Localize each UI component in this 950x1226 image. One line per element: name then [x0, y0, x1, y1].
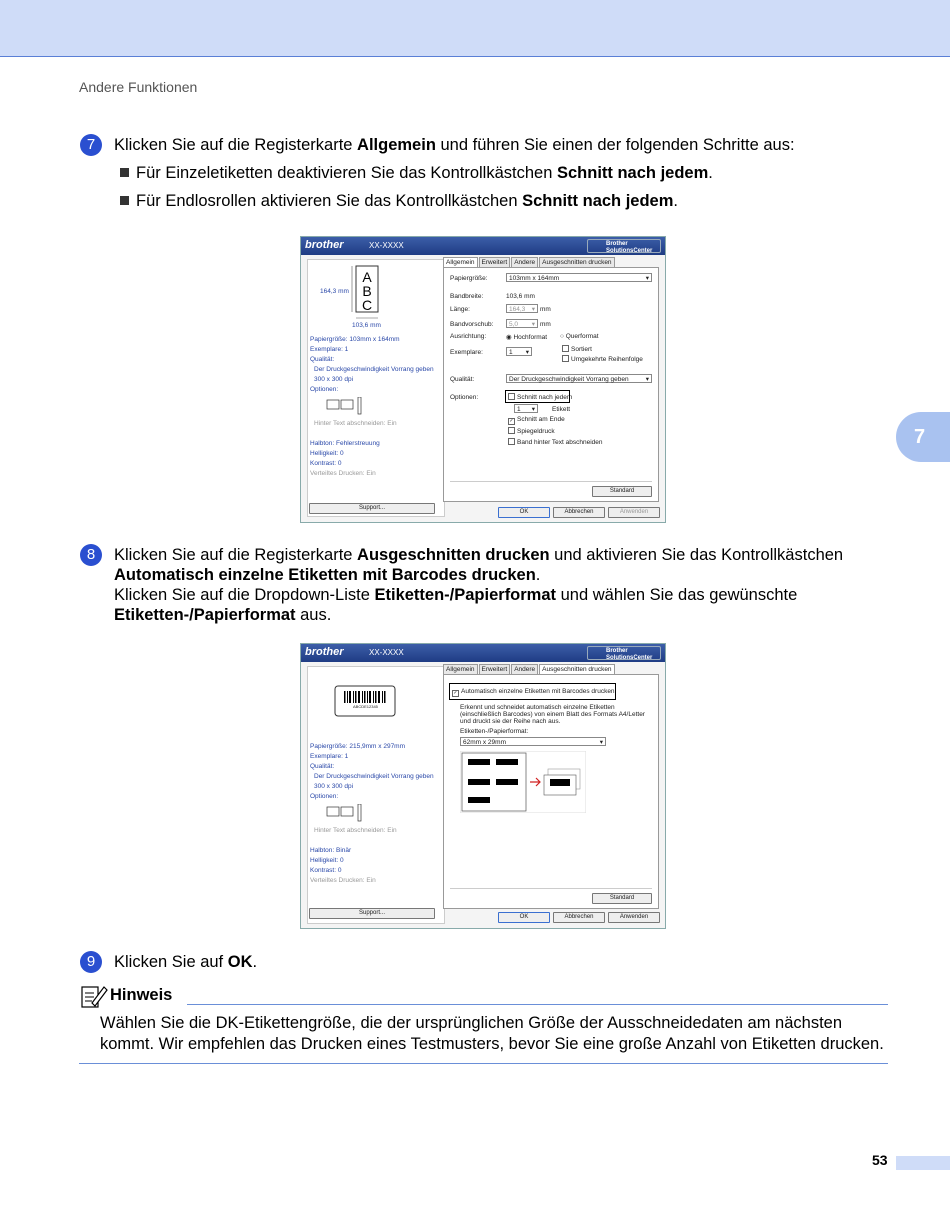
- tab-andere[interactable]: Andere: [511, 257, 538, 267]
- querformat-radio[interactable]: ○ Querformat: [560, 333, 599, 340]
- solutions-center-button[interactable]: Brother SolutionsCenter: [587, 239, 661, 253]
- exemplare-label: Exemplare:: [450, 349, 483, 356]
- ok-button[interactable]: OK: [498, 912, 550, 923]
- separator: [450, 481, 652, 482]
- preview-pane: [307, 259, 445, 517]
- tab-allgemein[interactable]: Allgemein: [443, 257, 478, 267]
- info-papiergroesse: Papiergröße: 215,9mm x 297mm: [310, 743, 406, 750]
- sortiert-checkbox[interactable]: Sortiert: [562, 345, 592, 353]
- support-button[interactable]: Support...: [309, 503, 435, 514]
- info-dpi: 300 x 300 dpi: [314, 376, 354, 383]
- info-helligkeit: Helligkeit: 0: [310, 450, 344, 457]
- dialog-tabs: [443, 664, 616, 674]
- support-button[interactable]: Support...: [309, 908, 435, 919]
- info-papiergroesse: Papiergröße: 103mm x 164mm: [310, 336, 400, 343]
- standard-button[interactable]: Standard: [592, 893, 652, 904]
- standard-button[interactable]: Standard: [592, 486, 652, 497]
- running-title: Andere Funktionen: [79, 79, 198, 95]
- ok-button[interactable]: OK: [498, 507, 550, 518]
- label-preview-abc-icon: [348, 264, 388, 326]
- note-line-2: kommt. Wir empfehlen das Drucken eines Testmusters, bevor Sie eine große Anzahl von Etiketten drucken.: [100, 1035, 884, 1053]
- laenge-input[interactable]: 164,3 ▾: [506, 304, 538, 313]
- step-number-7: 7: [80, 134, 102, 156]
- vorschub-label: Bandvorschub:: [450, 321, 494, 328]
- optionen-label: Optionen:: [450, 394, 479, 401]
- desc-line-2: (einschließlich Barcodes) von einem Blatt des Formats A4/Letter: [460, 711, 645, 718]
- info-halbton: Halbton: Fehlerstreuung: [310, 440, 380, 447]
- abbrechen-button[interactable]: Abbrechen: [553, 507, 605, 518]
- info-kontrast: Kontrast: 0: [310, 867, 342, 874]
- format-select[interactable]: 62mm x 29mm ▾: [460, 737, 606, 746]
- etikett-count-input[interactable]: 1 ▾: [514, 404, 538, 413]
- info-verteilt: Verteiltes Drucken: Ein: [310, 470, 376, 477]
- cut-illustration-icon: [460, 751, 586, 813]
- cut-option-icon: [326, 804, 366, 822]
- dialog-titlebar: [301, 644, 665, 662]
- info-qualitaet-value: Der Druckgeschwindigkeit Vorrang geben: [314, 773, 434, 780]
- brother-logo: brother: [305, 646, 344, 658]
- info-verteilt: Verteiltes Drucken: Ein: [310, 877, 376, 884]
- highlight-frame: [449, 683, 616, 700]
- spiegeldruck-checkbox[interactable]: Spiegeldruck: [508, 427, 555, 435]
- brother-logo: brother: [305, 239, 344, 251]
- note-divider: [187, 1004, 888, 1005]
- solutions-center-button[interactable]: Brother SolutionsCenter: [587, 646, 661, 660]
- schnitt-nach-jedem-checkbox[interactable]: Schnitt nach jedem: [508, 393, 572, 401]
- step-number-8: 8: [80, 544, 102, 566]
- info-hinter-text: Hinter Text abschneiden: Ein: [314, 420, 397, 427]
- info-optionen: Optionen:: [310, 386, 339, 393]
- printer-dialog-ausgeschnitten: [300, 643, 666, 929]
- info-halbton: Halbton: Binär: [310, 847, 352, 854]
- note-title: Hinweis: [110, 986, 173, 1004]
- step-9-text: Klicken Sie auf OK.: [114, 953, 258, 971]
- dim-width: 103,6 mm: [352, 322, 381, 329]
- tab-ausgeschnitten[interactable]: Ausgeschnitten drucken: [539, 664, 614, 674]
- printer-dialog-allgemein: [300, 236, 666, 523]
- model-name: XX-XXXX: [369, 241, 404, 250]
- tab-ausgeschnitten[interactable]: Ausgeschnitten drucken: [539, 257, 614, 267]
- info-hinter-text: Hinter Text abschneiden: Ein: [314, 827, 397, 834]
- model-name: XX-XXXX: [369, 648, 404, 657]
- tab-erweitert[interactable]: Erweitert: [479, 664, 511, 674]
- dialog-titlebar: [301, 237, 665, 255]
- ausrichtung-label: Ausrichtung:: [450, 333, 487, 340]
- step-number-9: 9: [80, 951, 102, 973]
- header-band: [0, 0, 950, 57]
- qualitaet-select[interactable]: Der Druckgeschwindigkeit Vorrang geben ▾: [506, 374, 652, 383]
- bandbreite-label: Bandbreite:: [450, 293, 484, 300]
- step-8-text: Klicken Sie auf die Registerkarte Ausgeschnitten drucken und aktivieren Sie das Kontrollkästchen Automatisch einzelne Etiketten mit Barcodes drucken. Klicken Sie auf die Dropdown-Liste Etiketten-/Papierformat und wählen Sie das gewünschte Etiketten-/Papierformat aus.: [114, 546, 844, 624]
- note-pencil-icon: [80, 983, 108, 1009]
- step-7-bullet-1: Für Einzeletiketten deaktivieren Sie das Kontrollkästchen Schnitt nach jedem.: [120, 163, 713, 183]
- page-number-bar: [896, 1156, 950, 1170]
- note-bottom-divider: [79, 1063, 888, 1064]
- dim-height: 164,3 mm: [320, 288, 349, 295]
- laenge-label: Länge:: [450, 306, 470, 313]
- papiergroesse-select[interactable]: 103mm x 164mm ▾: [506, 273, 652, 282]
- laenge-unit: mm: [540, 306, 551, 313]
- bandbreite-value: 103,6 mm: [506, 293, 535, 300]
- cut-option-icon: [326, 397, 366, 415]
- info-exemplare: Exemplare: 1: [310, 753, 349, 760]
- vorschub-unit: mm: [540, 321, 551, 328]
- papiergroesse-label: Papiergröße:: [450, 275, 488, 282]
- etikett-label: Etikett: [552, 406, 571, 413]
- allgemein-panel: [443, 267, 659, 502]
- tab-erweitert[interactable]: Erweitert: [479, 257, 511, 267]
- desc-line-3: und druckt sie der Reihe nach aus.: [460, 718, 561, 725]
- info-qualitaet: Qualität:: [310, 356, 335, 363]
- bullet-square-icon: [120, 196, 129, 205]
- barcode-label-icon: [334, 685, 396, 717]
- step-7-text: Klicken Sie auf die Registerkarte Allgemein und führen Sie einen der folgenden Schritte aus:: [114, 136, 795, 154]
- format-label: Etiketten-/Papierformat:: [460, 728, 529, 735]
- umgekehrt-checkbox[interactable]: Umgekehrte Reihenfolge: [562, 355, 643, 363]
- step-7-bullet-2: Für Endlosrollen aktivieren Sie das Kontrollkästchen Schnitt nach jedem.: [120, 191, 678, 211]
- hochformat-radio[interactable]: ◉ Hochformat: [506, 334, 548, 341]
- bullet-square-icon: [120, 168, 129, 177]
- tab-andere[interactable]: Andere: [511, 664, 538, 674]
- dialog-tabs: [443, 257, 616, 267]
- svg-text:A: A: [362, 269, 372, 285]
- info-exemplare: Exemplare: 1: [310, 346, 349, 353]
- tab-allgemein[interactable]: Allgemein: [443, 664, 478, 674]
- svg-text:C: C: [361, 297, 373, 313]
- note-body: [100, 1013, 900, 1055]
- barcode-text: ABCDE12345: [353, 704, 378, 709]
- info-optionen: Optionen:: [310, 793, 339, 800]
- qualitaet-label: Qualität:: [450, 376, 475, 383]
- info-kontrast: Kontrast: 0: [310, 460, 342, 467]
- highlight-frame: [505, 390, 570, 403]
- vorschub-input[interactable]: 5,0 ▾: [506, 319, 538, 328]
- info-qualitaet: Qualität:: [310, 763, 335, 770]
- separator: [450, 888, 652, 889]
- band-hinter-text-checkbox[interactable]: Band hinter Text abschneiden: [508, 438, 603, 446]
- auto-barcode-checkbox[interactable]: ✓ Automatisch einzelne Etiketten mit Barcodes drucken.: [453, 688, 617, 696]
- schnitt-am-ende-checkbox[interactable]: ✓ Schnitt am Ende: [509, 416, 565, 424]
- ausgeschnitten-panel: [443, 674, 659, 909]
- desc-line-1: Erkennt und schneidet automatisch einzelne Etiketten: [460, 704, 615, 711]
- info-helligkeit: Helligkeit: 0: [310, 857, 344, 864]
- exemplare-input[interactable]: 1 ▾: [506, 347, 532, 356]
- info-dpi: 300 x 300 dpi: [314, 783, 354, 790]
- preview-pane: [307, 666, 445, 924]
- svg-text:B: B: [362, 283, 372, 299]
- anwenden-button[interactable]: Anwenden: [608, 507, 660, 518]
- chapter-tab: 7: [896, 412, 950, 462]
- page-number: 53: [872, 1152, 888, 1168]
- anwenden-button[interactable]: Anwenden: [608, 912, 660, 923]
- info-qualitaet-value: Der Druckgeschwindigkeit Vorrang geben: [314, 366, 434, 373]
- abbrechen-button[interactable]: Abbrechen: [553, 912, 605, 923]
- note-line-1: Wählen Sie die DK-Etikettengröße, die der ursprünglichen Größe der Ausschneidedaten am nächsten: [100, 1014, 843, 1032]
